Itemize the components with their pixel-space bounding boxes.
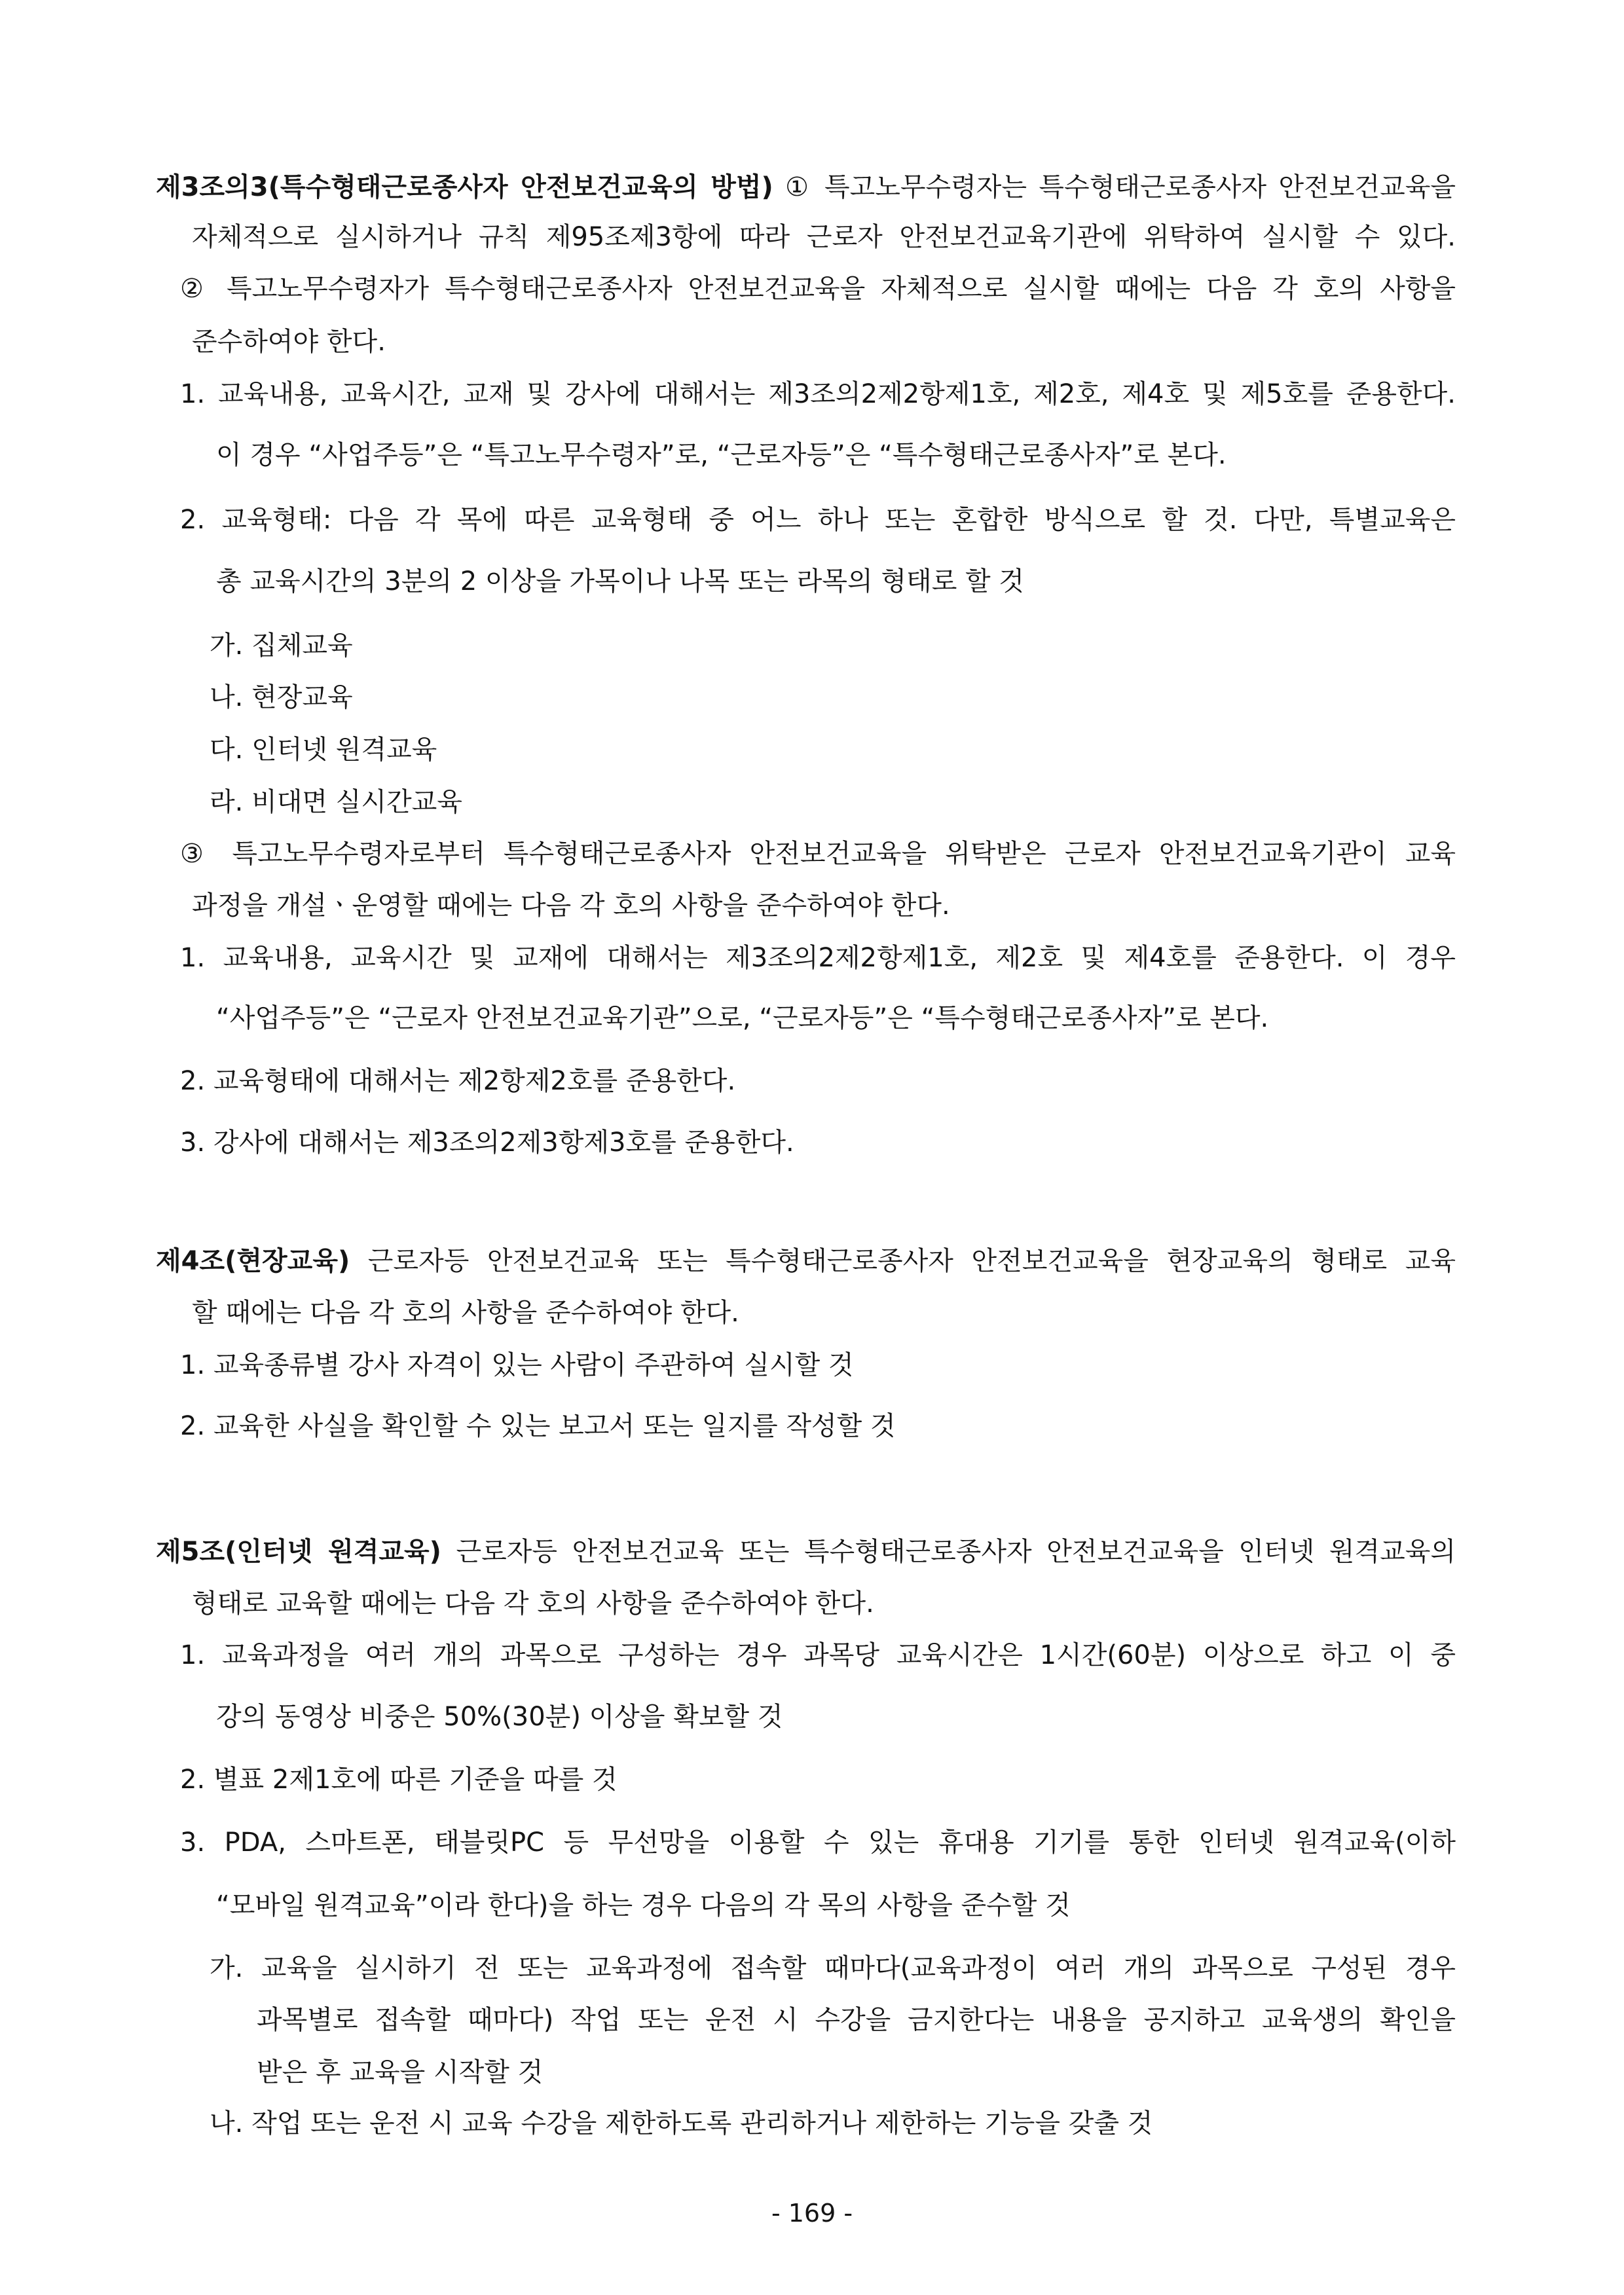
article-5-item1-first: 1. 교육과정을 여러 개의 과목으로 구성하는 경우 과목당 교육시간은 1시간(60분) 이상으로 하고 이 중 xyxy=(180,1640,1456,1670)
article-3-3-para2-item1-cont: 이 경우 “사업주등”은 “특고노무수령자”로, “근로자등”은 “특수형태근로종사자”로 본다. xyxy=(216,440,1227,470)
article-3-3-para3-item2: 2. 교육형태에 대해서는 제2항제2호를 준용한다. xyxy=(180,1066,736,1096)
article-4-item2: 2. 교육한 사실을 확인할 수 있는 보고서 또는 일지를 작성할 것 xyxy=(180,1411,896,1441)
article-3-3-para3-item1-first: 1. 교육내용, 교육시간 및 교재에 대해서는 제3조의2제2항제1호, 제2호 및 제4호를 준용한다. 이 경우 xyxy=(180,943,1456,973)
article-5-item1-cont: 강의 동영상 비중은 50%(30분) 이상을 확보할 것 xyxy=(216,1702,783,1732)
article-5-item3-first: 3. PDA, 스마트폰, 태블릿PC 등 무선망을 이용할 수 있는 휴대용 기기를 통한 인터넷 원격교육(이하 xyxy=(180,1827,1456,1858)
article-5-item2: 2. 별표 2제1호에 따른 기준을 따를 것 xyxy=(180,1765,618,1795)
article-5-title: 제5조(인터넷 원격교육) xyxy=(156,1537,441,1567)
article-5-sub-ga-cont2: 받은 후 교육을 시작할 것 xyxy=(257,2057,544,2087)
page-number: - 169 - xyxy=(771,2199,853,2228)
article-3-3-sub-da: 다. 인터넷 원격교육 xyxy=(210,735,437,765)
article-5-item3-cont: “모바일 원격교육”이라 한다)을 하는 경우 다음의 각 목의 사항을 준수할 것 xyxy=(216,1890,1071,1920)
article-3-3-para3-first: ③ 특고노무수령자로부터 특수형태근로종사자 안전보건교육을 위탁받은 근로자 안전보건교육기관이 교육 xyxy=(180,839,1456,869)
article-3-3-para2-cont: 준수하여야 한다. xyxy=(192,327,386,357)
article-4-cont: 할 때에는 다음 각 호의 사항을 준수하여야 한다. xyxy=(192,1298,739,1328)
article-3-3-para3-item3: 3. 강사에 대해서는 제3조의2제3항제3호를 준용한다. xyxy=(180,1128,794,1158)
article-5-sub-ga-first: 가. 교육을 실시하기 전 또는 교육과정에 접속할 때마다(교육과정이 여러 개의 과목으로 구성된 경우 xyxy=(210,1953,1456,1983)
article-5-first: 근로자등 안전보건교육 또는 특수형태근로종사자 안전보건교육을 인터넷 원격교육의 xyxy=(456,1537,1456,1567)
article-3-3-para1-cont: 자체적으로 실시하거나 규칙 제95조제3항에 따라 근로자 안전보건교육기관에 위탁하여 실시할 수 있다. xyxy=(192,222,1456,252)
article-4-item1: 1. 교육종류별 강사 자격이 있는 사람이 주관하여 실시할 것 xyxy=(180,1350,854,1380)
article-3-3-para1-first: ① 특고노무수령자는 특수형태근로종사자 안전보건교육을 xyxy=(785,172,1456,202)
article-3-3-para2-first: ② 특고노무수령자가 특수형태근로종사자 안전보건교육을 자체적으로 실시할 때에는 다음 각 호의 사항을 xyxy=(180,274,1456,304)
article-3-3-para2-item2-first: 2. 교육형태: 다음 각 목에 따른 교육형태 중 어느 하나 또는 혼합한 방식으로 할 것. 다만, 특별교육은 xyxy=(180,505,1456,535)
article-5-cont: 형태로 교육할 때에는 다음 각 호의 사항을 준수하여야 한다. xyxy=(192,1588,874,1619)
article-3-3-para2-item1-first: 1. 교육내용, 교육시간, 교재 및 강사에 대해서는 제3조의2제2항제1호, 제2호, 제4호 및 제5호를 준용한다. xyxy=(180,379,1456,409)
article-3-3-title: 제3조의3(특수형태근로종사자 안전보건교육의 방법) xyxy=(156,172,773,202)
article-3-3-sub-ra: 라. 비대면 실시간교육 xyxy=(210,787,462,817)
article-3-3-para2-item2-cont: 총 교육시간의 3분의 2 이상을 가목이나 나목 또는 라목의 형태로 할 것 xyxy=(216,566,1025,597)
article-4-first: 근로자등 안전보건교육 또는 특수형태근로종사자 안전보건교육을 현장교육의 형태로 교육 xyxy=(367,1246,1456,1276)
article-5-sub-ga-cont1: 과목별로 접속할 때마다) 작업 또는 운전 시 수강을 금지한다는 내용을 공지하고 교육생의 확인을 xyxy=(257,2005,1456,2035)
article-3-3-sub-ga: 가. 집체교육 xyxy=(210,631,353,661)
article-5-sub-na: 나. 작업 또는 운전 시 교육 수강을 제한하도록 관리하거나 제한하는 기능을 갖출 것 xyxy=(210,2108,1153,2139)
article-3-3-first-line xyxy=(156,169,1456,206)
article-3-3-para3-cont: 과정을 개설ㆍ운영할 때에는 다음 각 호의 사항을 준수하여야 한다. xyxy=(192,890,950,921)
article-4-first-line xyxy=(156,1243,1456,1279)
article-3-3-sub-na: 나. 현장교육 xyxy=(210,682,353,712)
article-3-3-para3-item1-cont: “사업주등”은 “근로자 안전보건교육기관”으로, “근로자등”은 “특수형태근로종사자”로 본다. xyxy=(216,1003,1269,1033)
article-4-title: 제4조(현장교육) xyxy=(156,1246,350,1276)
article-5-first-line xyxy=(156,1533,1456,1570)
